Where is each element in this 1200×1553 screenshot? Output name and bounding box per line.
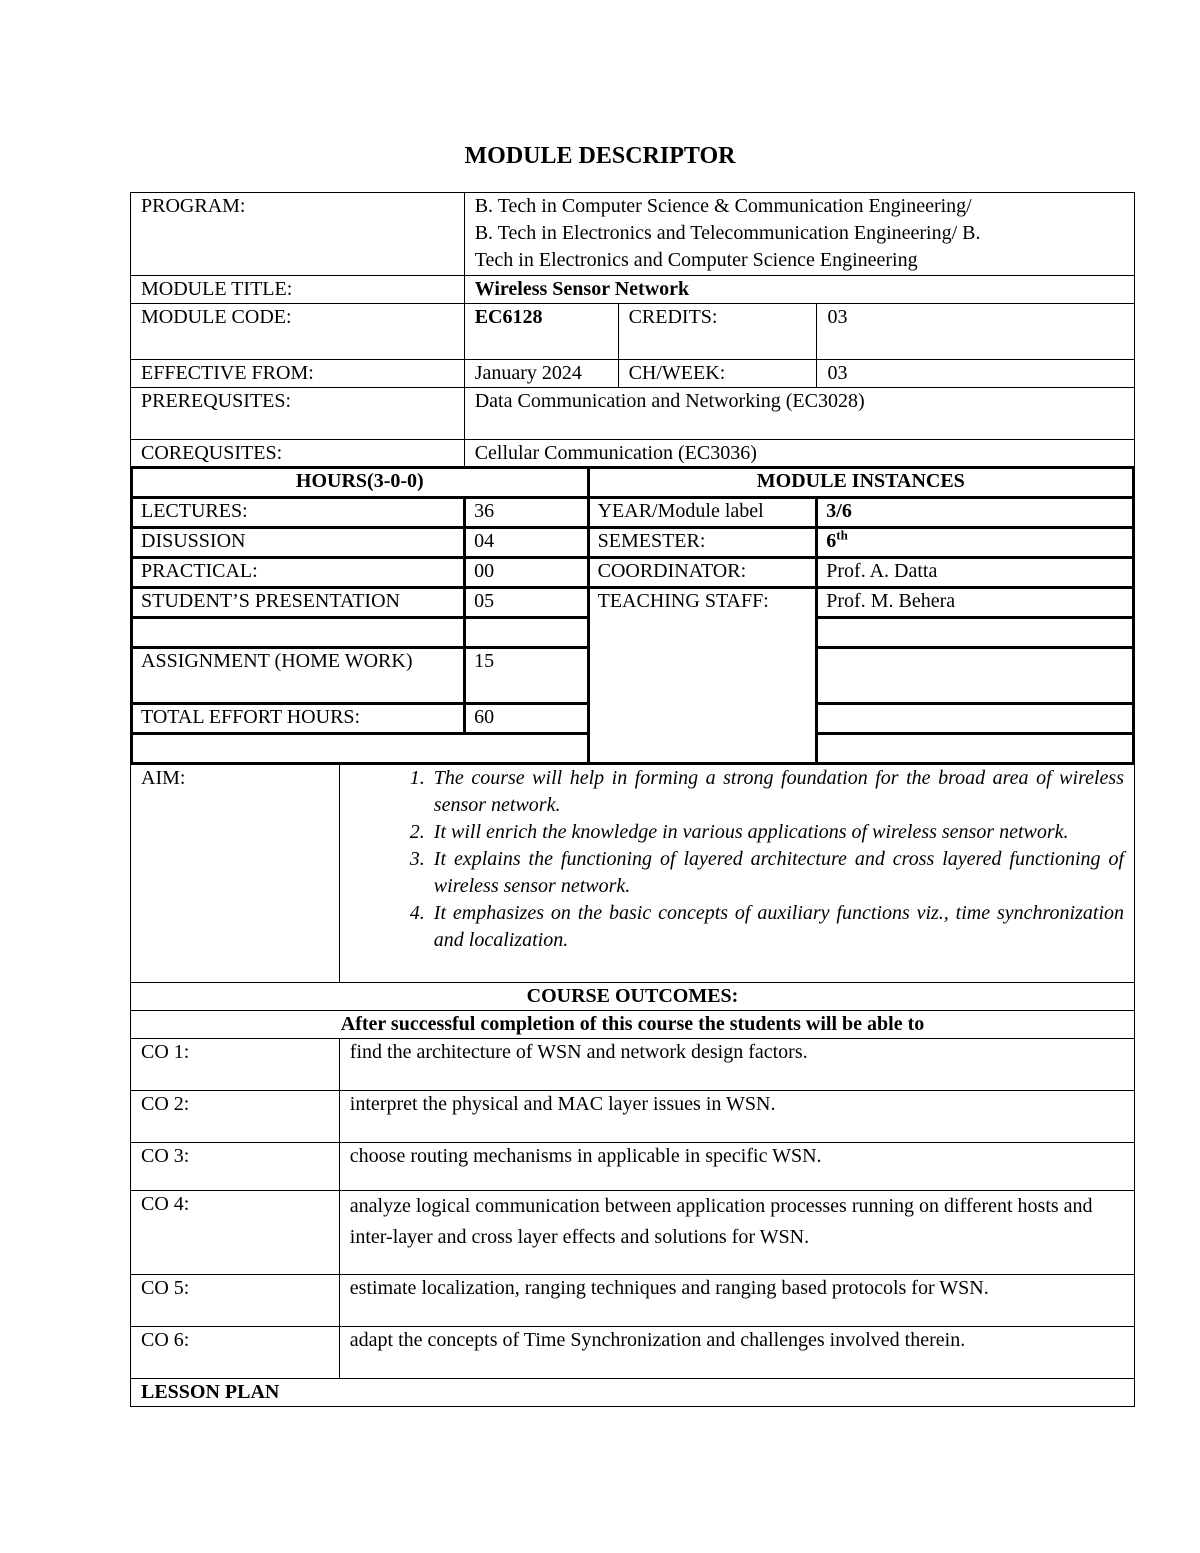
coordinator-value: Prof. A. Datta <box>817 558 1134 588</box>
hours-header: HOURS(3-0-0) <box>132 468 589 498</box>
lesson-plan-header: LESSON PLAN <box>131 1379 1135 1407</box>
program-line: B. Tech in Computer Science & Communication Engineering/ <box>474 195 972 217</box>
co-label: CO 6: <box>131 1327 340 1379</box>
year-label: YEAR/Module label <box>588 498 817 528</box>
module-info-table <box>130 192 1135 468</box>
hours-label: TOTAL EFFORT HOURS: <box>132 704 465 734</box>
hours-label <box>132 618 465 648</box>
coreq-label: COREQUSITES: <box>131 440 465 468</box>
hours-label: STUDENT’S PRESENTATION <box>132 588 465 618</box>
aim-item: 2. It will enrich the knowledge in various applications of wireless sensor network. <box>430 819 1124 846</box>
program-line: Tech in Electronics and Computer Science Engineering <box>474 249 918 271</box>
co-label: CO 2: <box>131 1091 340 1143</box>
co-text: find the architecture of WSN and network design factors. <box>339 1039 1134 1091</box>
prereq-value: Data Communication and Networking (EC3028) <box>464 388 1134 440</box>
hours-label: DISUSSION <box>132 528 465 558</box>
credits-label: CREDITS: <box>618 304 817 360</box>
hours-value: 60 <box>465 704 589 734</box>
co-label: CO 4: <box>131 1191 340 1275</box>
aim-list <box>350 765 1124 954</box>
hours-value: 36 <box>465 498 589 528</box>
co-text: interpret the physical and MAC layer issues in WSN. <box>339 1091 1134 1143</box>
hours-value: 04 <box>465 528 589 558</box>
hours-value: 05 <box>465 588 589 618</box>
coordinator-label: COORDINATOR: <box>588 558 817 588</box>
page-title: MODULE DESCRIPTOR <box>464 143 736 169</box>
credits-value: 03 <box>817 304 1135 360</box>
hours-value: 00 <box>465 558 589 588</box>
aim-outcomes-table <box>130 764 1135 1407</box>
hours-value <box>465 618 589 648</box>
staff-empty <box>817 734 1134 764</box>
module-code-label: MODULE CODE: <box>131 304 465 360</box>
outcomes-subheader: After successful completion of this course the students will be able to <box>131 1011 1135 1039</box>
coreq-value: Cellular Communication (EC3036) <box>464 440 1134 468</box>
hours-label: LECTURES: <box>132 498 465 528</box>
instances-header: MODULE INSTANCES <box>588 468 1133 498</box>
program-value <box>464 193 1134 276</box>
outcomes-header: COURSE OUTCOMES: <box>131 983 1135 1011</box>
year-value: 3/6 <box>817 498 1134 528</box>
aim-item: 4. It emphasizes on the basic concepts of auxiliary functions viz., time synchronization and localization. <box>430 900 1124 954</box>
prereq-label: PREREQUSITES: <box>131 388 465 440</box>
semester-label: SEMESTER: <box>588 528 817 558</box>
semester-number: 6 <box>826 530 837 552</box>
hours-empty <box>132 734 589 764</box>
staff-empty <box>817 648 1134 704</box>
program-label: PROGRAM: <box>131 193 465 276</box>
hours-label: PRACTICAL: <box>132 558 465 588</box>
semester-value <box>817 528 1134 558</box>
co-text: estimate localization, ranging techniques and ranging based protocols for WSN. <box>339 1275 1134 1327</box>
module-code-value: EC6128 <box>464 304 618 360</box>
chweek-label: CH/WEEK: <box>618 360 817 388</box>
effective-label: EFFECTIVE FROM: <box>131 360 465 388</box>
effective-value: January 2024 <box>464 360 618 388</box>
co-text: choose routing mechanisms in applicable in specific WSN. <box>339 1143 1134 1191</box>
staff-empty <box>817 618 1134 648</box>
staff-value: Prof. M. Behera <box>817 588 1134 618</box>
hours-instances-table <box>130 466 1135 765</box>
hours-value: 15 <box>465 648 589 704</box>
co-label: CO 3: <box>131 1143 340 1191</box>
chweek-value: 03 <box>817 360 1135 388</box>
co-label: CO 1: <box>131 1039 340 1091</box>
hours-label: ASSIGNMENT (HOME WORK) <box>132 648 465 704</box>
aim-content <box>339 765 1134 983</box>
aim-label: AIM: <box>131 765 340 983</box>
program-line: B. Tech in Electronics and Telecommunication Engineering/ B. <box>474 222 981 244</box>
semester-suffix: th <box>836 527 848 543</box>
aim-item: 3. It explains the functioning of layered architecture and cross layered functioning of wireless sensor network. <box>430 846 1124 900</box>
co-text: adapt the concepts of Time Synchronization and challenges involved therein. <box>339 1327 1134 1379</box>
co-label: CO 5: <box>131 1275 340 1327</box>
staff-label: TEACHING STAFF: <box>588 588 817 764</box>
module-title-label: MODULE TITLE: <box>131 276 465 304</box>
module-title-value: Wireless Sensor Network <box>464 276 1134 304</box>
co-text: analyze logical communication between application processes running on different hosts and inter-layer and cross layer effects and solutions for WSN. <box>339 1191 1134 1275</box>
aim-item: 1. The course will help in forming a strong foundation for the broad area of wireless sensor network. <box>430 765 1124 819</box>
staff-empty <box>817 704 1134 734</box>
